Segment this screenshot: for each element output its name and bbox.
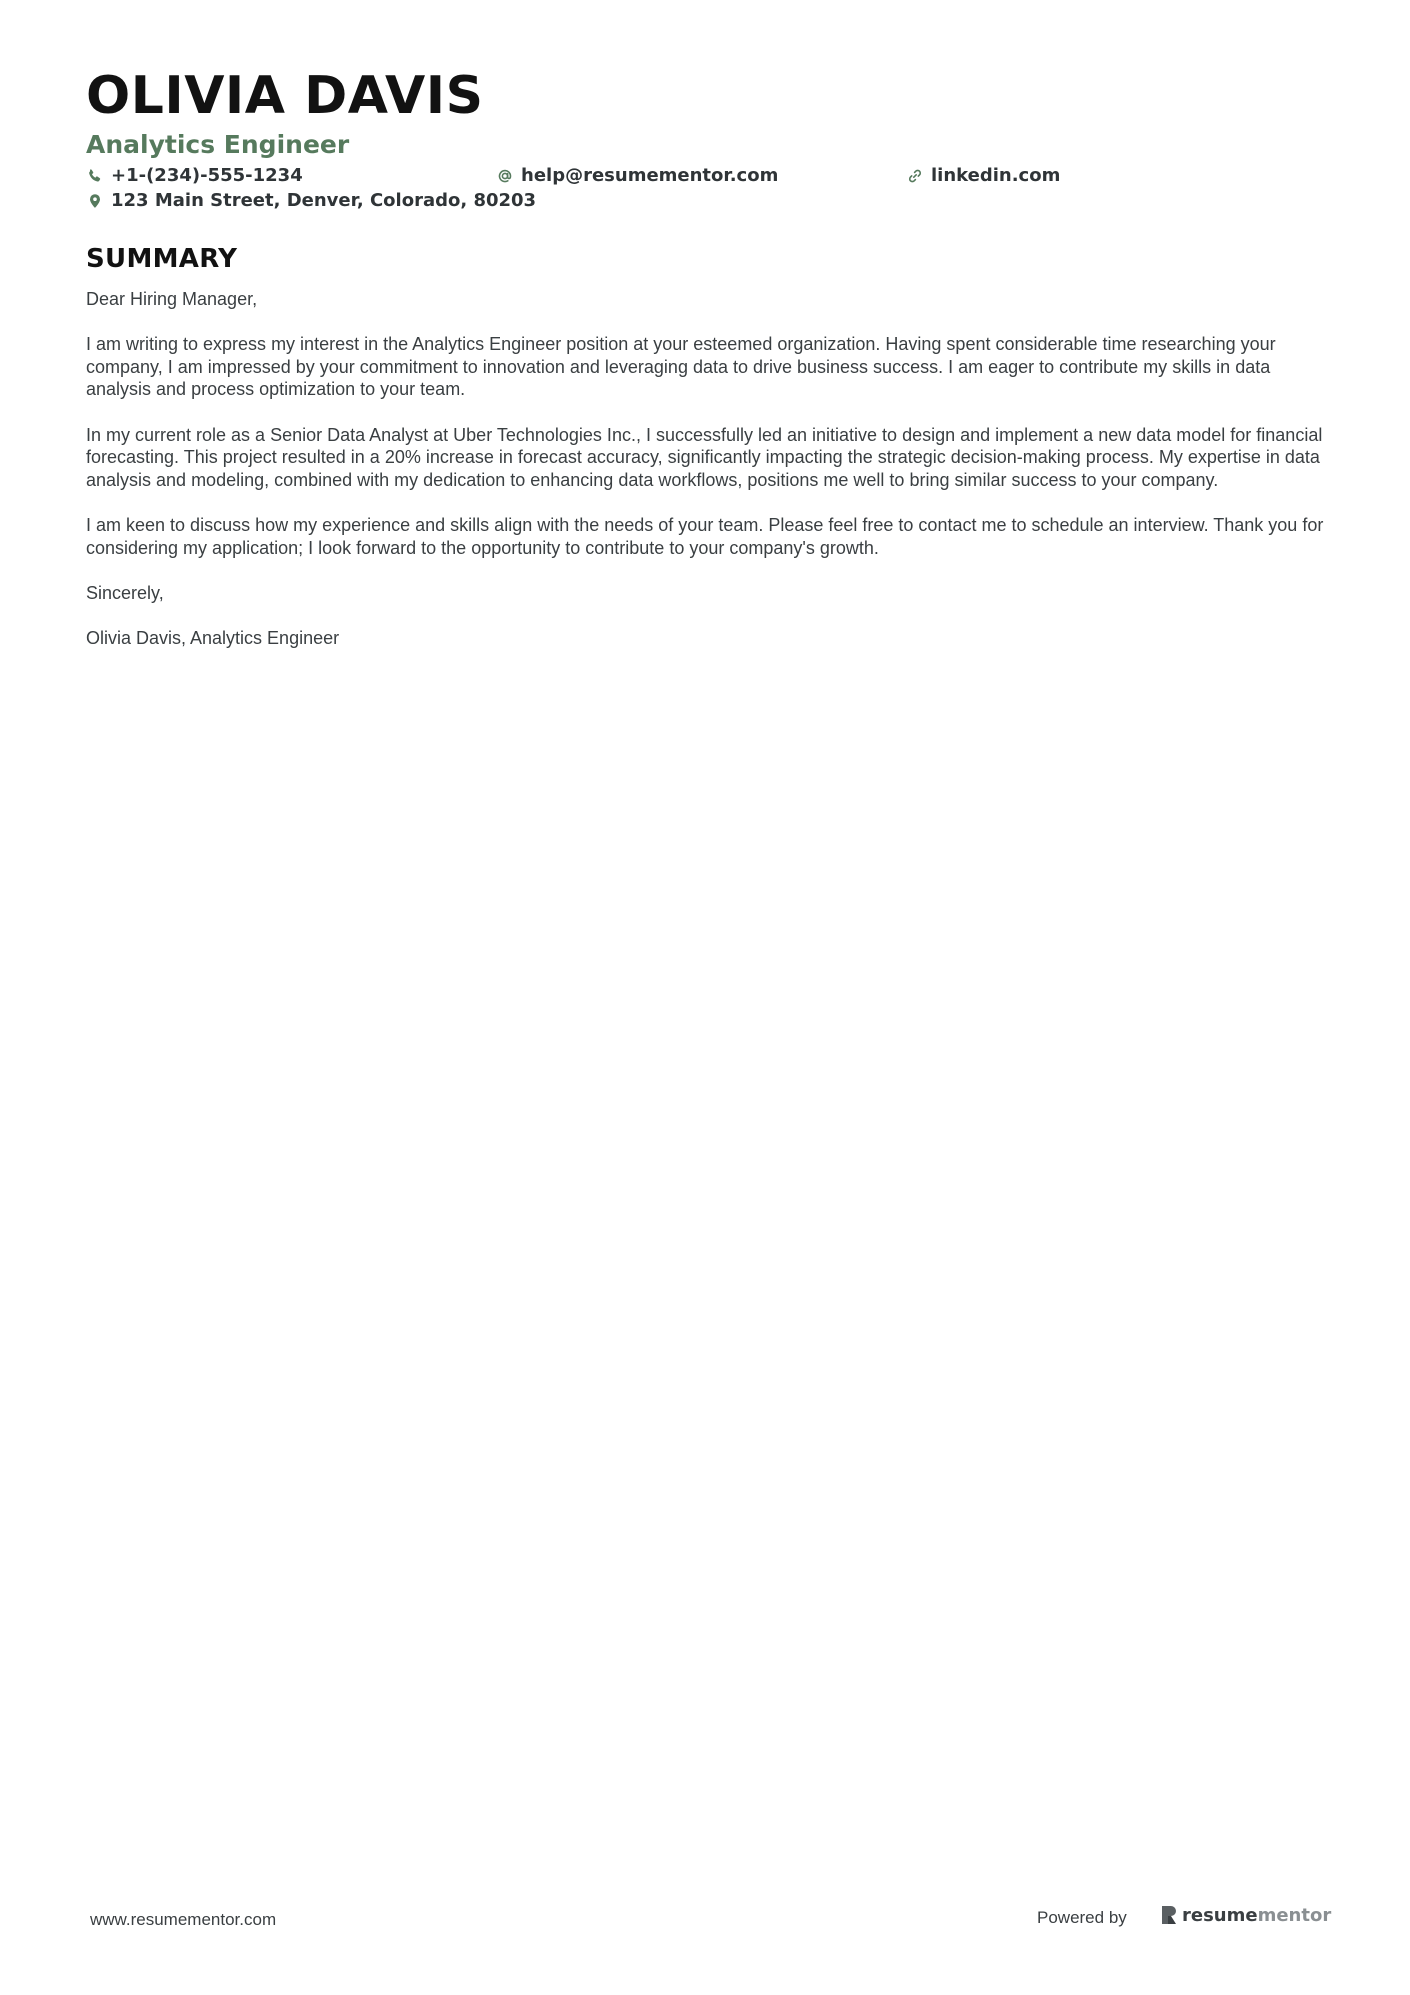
resumementor-logo-icon — [1160, 1904, 1178, 1926]
letter-paragraph: I am writing to express my interest in the Analytics Engineer position at your esteemed organization. Having spent considerable time researching your company, I am impressed by your commitment to innovation and leveraging data to drive business success. I am eager to contribute my skills in data analysis and process optimization to your team. — [86, 334, 1276, 400]
powered-by-label: Powered by — [1037, 1908, 1127, 1927]
brand-name-part1: resume — [1182, 1904, 1258, 1926]
address-text: 123 Main Street, Denver, Colorado, 80203 — [111, 190, 537, 211]
footer-url[interactable]: www.resumementor.com — [90, 1910, 277, 1929]
link-icon — [906, 167, 924, 185]
contact-address — [86, 190, 536, 211]
link-text: linkedin.com — [931, 165, 1061, 186]
job-title: Analytics Engineer — [86, 130, 350, 159]
phone-text: +1-(234)-555-1234 — [111, 165, 303, 186]
contact-email[interactable] — [496, 165, 778, 186]
brand-name-part2: mentor — [1257, 1904, 1332, 1926]
at-sign-icon — [496, 167, 514, 185]
letter-paragraph: I am keen to discuss how my experience and skills align with the needs of your team. Please feel free to contact me to schedule an interview. Thank you for considering my application; I look forward to the opportunity to contribute to your company's growth. — [86, 514, 1324, 558]
contact-phone[interactable] — [86, 165, 303, 186]
salutation: Dear Hiring Manager, — [86, 289, 258, 309]
map-pin-icon — [86, 192, 104, 210]
letter-body — [86, 288, 1326, 672]
candidate-name: OLIVIA DAVIS — [86, 66, 484, 126]
signature: Olivia Davis, Analytics Engineer — [86, 627, 340, 648]
email-text: help@resumementor.com — [521, 165, 779, 186]
contact-link[interactable] — [906, 165, 1060, 186]
phone-icon — [86, 167, 104, 185]
letter-paragraph: In my current role as a Senior Data Analyst at Uber Technologies Inc., I successfully led an initiative to design and implement a new data model for financial forecasting. This project resulted in a 20% increase in forecast accuracy, significantly impacting the strategic decision-making process. My expertise in data analysis and modeling, combined with my dedication to enhancing data workflows, positions me well to bring similar success to your company. — [86, 424, 1323, 490]
brand-logo[interactable] — [1160, 1904, 1331, 1926]
closing: Sincerely, — [86, 582, 164, 603]
section-heading-summary: SUMMARY — [86, 244, 238, 274]
